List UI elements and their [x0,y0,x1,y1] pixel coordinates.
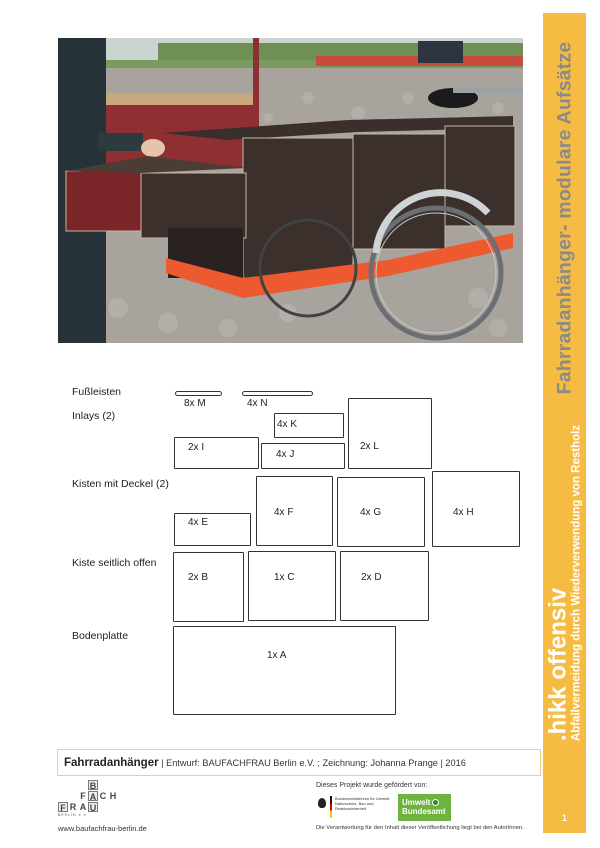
uba-line2: Bundesamt [402,807,446,816]
logo-letter-r: R [69,802,77,812]
sidebar-brand [543,424,586,742]
german-flag-stripe [330,796,332,818]
logo-letter-f: F [80,791,86,801]
logo-letter-f2: F [58,802,68,812]
part-m-label: 8x M [184,398,206,409]
part-i [174,437,259,469]
part-d-label: 2x D [361,572,382,583]
part-f [256,476,333,546]
part-k [274,413,344,438]
umweltbundesamt-logo [398,794,451,821]
part-h [432,471,520,547]
logo-subtitle: BERLIN e.V. [58,813,89,817]
uba-line1: Umwelt [402,798,431,807]
page-number: 1 [561,813,567,823]
part-c-label: 1x C [274,572,295,583]
part-a [173,626,396,715]
brand-tagline: Abfallvermeidung durch Wiederverwendung von Restholz [570,424,582,742]
part-d [340,551,429,621]
trailer-photo [58,38,523,343]
ministry-logo [318,794,403,822]
logo-letter-b: B [89,781,97,791]
credits-line [64,757,466,769]
part-j-label: 4x J [276,449,295,460]
sidebar-banner [543,13,586,833]
logo-letter-c: C [99,791,107,801]
part-c [248,551,336,621]
part-b [173,552,244,622]
globe-leaf-icon [432,799,439,806]
sidebar-title [543,13,586,423]
part-e-label: 4x E [188,517,209,528]
part-l-label: 2x L [360,441,379,452]
row-label-bodenplatte: Bodenplatte [72,630,129,642]
ministry-name: Bundesministerium für Umwelt, Naturschutz, Bau und Reaktorsicherheit [335,796,391,811]
federal-eagle-icon [318,798,326,808]
row-label-kiste-seitlich-offen: Kiste seitlich offen [72,557,157,569]
brand-name: .hikk offensiv [544,587,571,742]
logo-letter-a: A [89,792,97,802]
document-title: Fahrradanhänger- modulare Aufsätze [553,41,575,395]
part-j [261,443,345,469]
row-label-fussleisten: Fußleisten [72,386,122,398]
logo-letter-u: U [89,803,97,813]
part-i-label: 2x I [188,442,205,453]
funded-by-text: Dieses Projekt wurde gefördert von: [316,782,428,789]
credits-box [57,749,541,776]
part-n-rail [242,391,313,396]
part-f-label: 4x F [274,507,294,518]
row-label-kisten-mit-deckel: Kisten mit Deckel (2) [72,478,169,490]
website-link[interactable]: www.baufachfrau-berlin.de [58,824,147,833]
part-e [174,513,251,546]
credits-title: Fahrradanhänger [64,757,159,769]
logo-letter-a2: A [79,802,87,812]
part-g-label: 4x G [360,507,382,518]
part-m-rail [175,391,222,396]
disclaimer-text: Die Verantwortung für den Inhalt dieser Veröffentlichung liegt bei den AutorInnen. [316,825,524,831]
part-k-label: 4x K [277,419,298,430]
credits-text: | Entwurf: BAUFACHFRAU Berlin e.V. ; Zeichnung: Johanna Prange | 2016 [158,758,466,768]
baufachfrau-logo [58,779,120,821]
row-label-inlays: Inlays (2) [72,410,116,422]
part-l [348,398,432,469]
part-a-label: 1x A [267,650,287,661]
trailer-photo-illustration [58,38,523,343]
part-b-label: 2x B [188,572,209,583]
part-h-label: 4x H [453,507,474,518]
logo-letter-h: H [109,791,117,801]
part-n-label: 4x N [247,398,268,409]
part-g [337,477,425,547]
